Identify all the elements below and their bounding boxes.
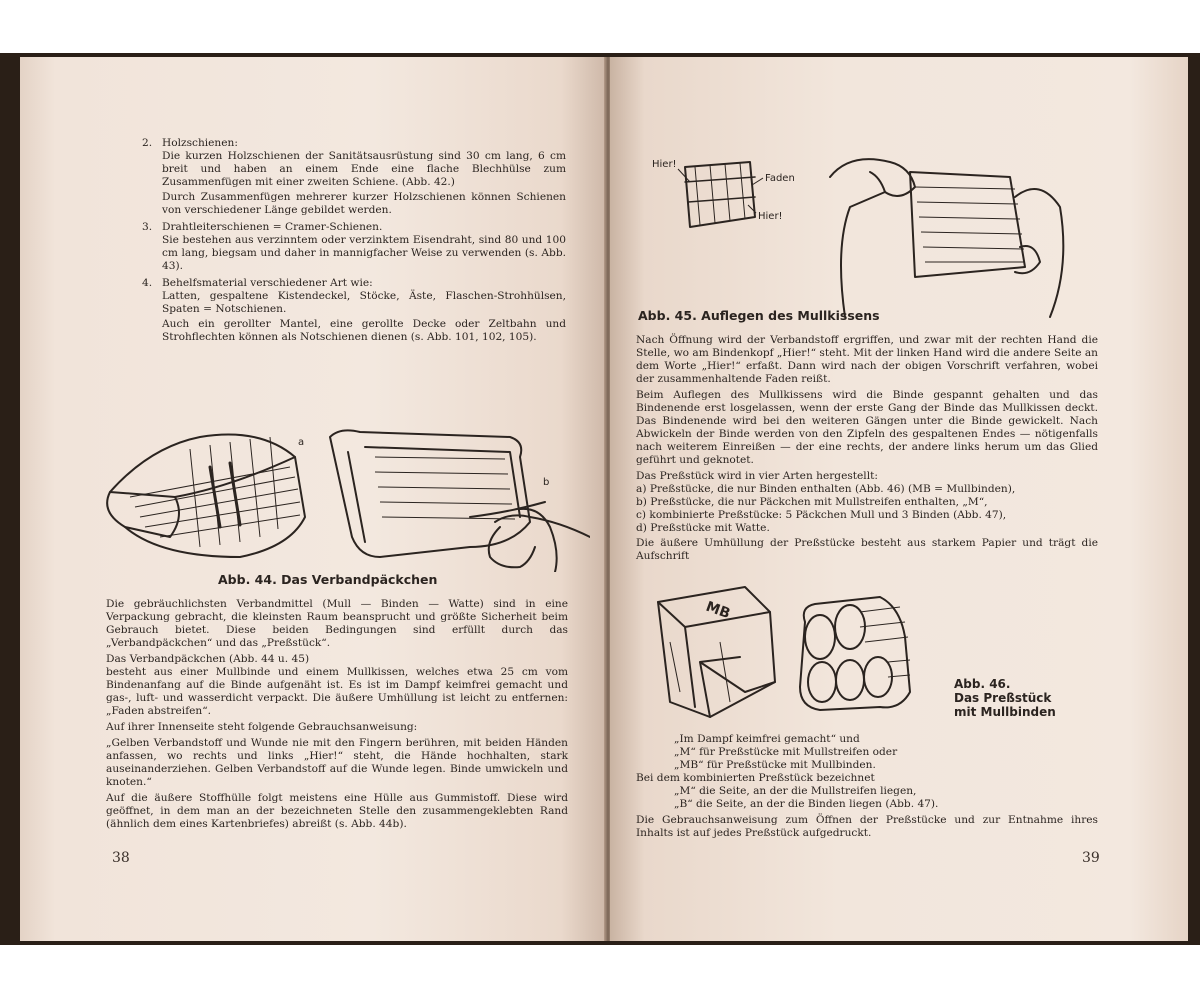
caption-abb-45: Abb. 45. Auflegen des Mullkissens bbox=[638, 308, 880, 323]
paragraph: Die gebräuchlichsten Verbandmittel (Mull — Binden — Watte) sind in eine Verpackung gebracht, die kleinsten Raum beansprucht und größte Sicherheit beim Gebrauch bietet. Diese beiden Bedingungen sind erfüllt durch das „Verbandpäckchen“ und das „Preßstück“. bbox=[106, 598, 568, 649]
list-item: b) Preßstücke, die nur Päckchen mit Mullstreifen enthalten, „M“, bbox=[636, 496, 988, 508]
item-text: Sie bestehen aus verzinntem oder verzinktem Eisendraht, sind 80 und 100 cm lang, biegsam und daher in mannigfacher Weise zu verwenden (s. Abb. 43). bbox=[162, 234, 566, 272]
item-heading: Drahtleiterschienen = Cramer-Schienen. bbox=[162, 221, 383, 233]
quote-line: „B“ die Seite, an der die Binden liegen (Abb. 47). bbox=[674, 798, 939, 810]
figure-label-b: b bbox=[543, 477, 550, 488]
item-number: 2. bbox=[142, 137, 153, 149]
splint-list bbox=[142, 137, 566, 348]
item-text: Die kurzen Holzschienen der Sanitätsausrüstung sind 30 cm lang, 6 cm breit und haben an einem Ende eine flache Blechhülse zum Zusammenfügen mit einer zweiten Schiene. (Abb. 42.) bbox=[162, 150, 566, 188]
paragraph-quote: „Gelben Verbandstoff und Wunde nie mit den Fingern berühren, mit beiden Händen anfassen, wo rechts und links „Hier!“ steht, die Hände hochhalten, stark auseinanderziehen. Gelben Verbandstoff auf die Wunde legen. Binde umwickeln und knoten.“ bbox=[106, 737, 568, 788]
list-item-holzschienen bbox=[142, 137, 566, 217]
packet-b-drawing bbox=[330, 430, 590, 572]
small-packet-drawing bbox=[685, 162, 755, 227]
list-item: d) Preßstücke mit Watte. bbox=[636, 522, 770, 534]
book-spread bbox=[0, 53, 1200, 945]
caption-line: Abb. 46. bbox=[954, 677, 1011, 691]
list-item: c) kombinierte Preßstücke: 5 Päckchen Mull und 3 Binden (Abb. 47), bbox=[636, 509, 1007, 521]
item-number: 4. bbox=[142, 277, 153, 289]
paragraph: Auf die äußere Stoffhülle folgt meistens eine Hülle aus Gummistoff. Diese wird geöffnet, in dem man an der bezeichneten Stelle den zusammengeklebten Rand (ähnlich dem eines Kartenbriefes) abreißt (s. Abb. 44b). bbox=[106, 792, 568, 830]
left-body-text bbox=[106, 598, 568, 834]
figure-44-illustration bbox=[90, 397, 590, 572]
bandage-bundle-drawing bbox=[800, 597, 910, 710]
paragraph: Die äußere Umhüllung der Preßstücke besteht aus starkem Papier und trägt die Aufschrift bbox=[636, 537, 1098, 562]
figure-label-faden: Faden bbox=[765, 173, 795, 184]
figure-45-illustration bbox=[630, 147, 1070, 322]
right-body-text bbox=[636, 334, 1098, 566]
paragraph-heading: Das Verbandpäckchen (Abb. 44 u. 45) bbox=[106, 653, 310, 665]
paper-package-drawing bbox=[658, 587, 775, 717]
figure-46-illustration bbox=[650, 582, 950, 727]
item-number: 3. bbox=[142, 221, 153, 233]
caption-line: Das Preßstück bbox=[954, 691, 1052, 705]
packet-a-drawing bbox=[107, 435, 305, 558]
right-bottom-text bbox=[636, 733, 1098, 843]
paragraph: Auf ihrer Innenseite steht folgende Gebrauchsanweisung: bbox=[106, 721, 418, 733]
item-text: Durch Zusammenfügen mehrerer kurzer Holzschienen können Schienen von verschiedener Länge gebildet werden. bbox=[162, 191, 566, 216]
list-item: a) Preßstücke, die nur Binden enthalten (Abb. 46) (MB = Mullbinden), bbox=[636, 483, 1016, 495]
caption-line: mit Mullbinden bbox=[954, 705, 1056, 719]
quote-line: „MB“ für Preßstücke mit Mullbinden. bbox=[674, 759, 876, 771]
figure-label-hier-1: Hier! bbox=[652, 159, 677, 170]
left-page bbox=[20, 57, 608, 941]
paragraph: Die Gebrauchsanweisung zum Öffnen der Preßstücke und zur Entnahme ihres Inhalts ist auf jedes Preßstück aufgedruckt. bbox=[636, 814, 1098, 839]
list-item-drahtleiterschienen bbox=[142, 221, 566, 273]
paragraph: Bei dem kombinierten Preßstück bezeichnet bbox=[636, 772, 875, 784]
caption-abb-46 bbox=[954, 677, 1056, 719]
paragraph: Beim Auflegen des Mullkissens wird die Binde gespannt gehalten und das Bindenende erst losgelassen, wenn der erste Gang der Binde das Mullkissen deckt. Das Bindenende wird bei den weiteren Gängen unter die Binde gewickelt. Nach Abwickeln der Binde werden von den Zipfeln des gespaltenen Endes — nötigenfalls nach weiterem Einreißen — der eine rechts, der andere links herum um das Glied geführt und geknotet. bbox=[636, 389, 1098, 466]
figure-label-hier-2: Hier! bbox=[758, 211, 783, 222]
item-text: Latten, gespaltene Kistendeckel, Stöcke, Äste, Flaschen-Strohhülsen, Spaten = Notschienen. bbox=[162, 290, 566, 315]
presstueck-types-list bbox=[636, 483, 1098, 535]
item-heading: Behelfsmaterial verschiedener Art wie: bbox=[162, 277, 373, 289]
paragraph: Das Preßstück wird in vier Arten hergestellt: bbox=[636, 470, 878, 482]
paragraph: Nach Öffnung wird der Verbandstoff ergriffen, und zwar mit der rechten Hand die Stelle, wo am Bindenkopf „Hier!“ steht. Mit der linken Hand wird die andere Seite an dem Worte „Hier!“ erfaßt. Dann wird nach der obigen Vorschrift verfahren, wobei der zusammenhaltende Faden reißt. bbox=[636, 334, 1098, 385]
paragraph: besteht aus einer Mullbinde und einem Mullkissen, welches etwa 25 cm vom Bindenanfang auf die Binde aufgenäht ist. Es ist im Dampf keimfrei gemacht und gas-, luft- und wasserdicht verpackt. Die äußere Umhüllung ist leicht zu entfernen: „Faden abstreifen“. bbox=[106, 666, 568, 717]
quote-line: „M“ die Seite, an der die Mullstreifen liegen, bbox=[674, 785, 917, 797]
caption-abb-44: Abb. 44. Das Verbandpäckchen bbox=[218, 572, 438, 587]
page-number-left: 38 bbox=[112, 850, 130, 866]
list-item-behelfsmaterial bbox=[142, 277, 566, 344]
page-number-right: 39 bbox=[1082, 850, 1100, 866]
figure-label-a: a bbox=[298, 437, 305, 448]
item-heading: Holzschienen: bbox=[162, 137, 238, 149]
package-label-mb: MB bbox=[703, 598, 733, 623]
right-page bbox=[610, 57, 1188, 941]
item-text: Auch ein gerollter Mantel, eine gerollte Decke oder Zeltbahn und Strohflechten können als Notschienen dienen (s. Abb. 101, 102, 105). bbox=[162, 318, 566, 343]
hands-bandage-drawing bbox=[830, 159, 1063, 317]
quote-line: „Im Dampf keimfrei gemacht“ und bbox=[674, 733, 860, 745]
quote-line: „M“ für Preßstücke mit Mullstreifen oder bbox=[674, 746, 898, 758]
